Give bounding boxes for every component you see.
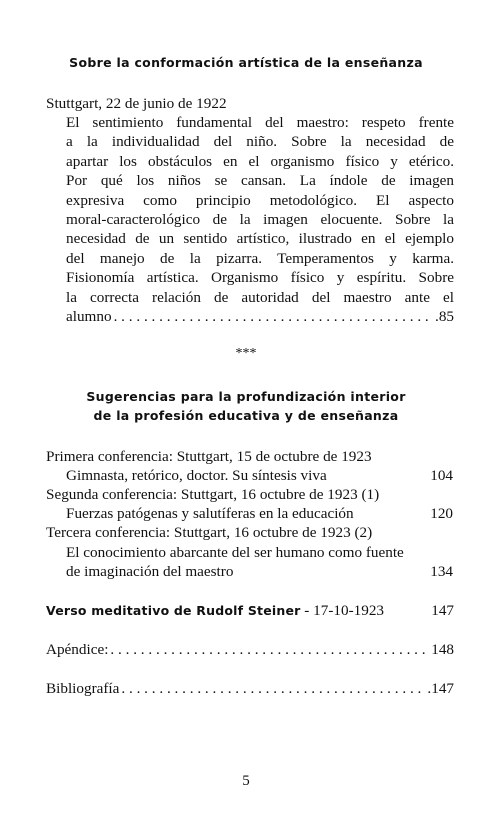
dot-leader [110, 640, 429, 659]
verse-label [46, 601, 384, 620]
place-date: Stuttgart, 22 de junio de 1922 [46, 95, 227, 112]
lecture-subentry [66, 504, 453, 523]
section-heading-line2: de la profesión educativa y de enseñanza [93, 408, 399, 423]
section-heading-artistic: Sobre la conformación artística de la enseñanza [69, 55, 423, 70]
appendix-label: Apéndice: [46, 641, 109, 658]
lecture-subtitle: de imaginación del maestro [66, 563, 234, 580]
summary-line: a la individualidad del niño. Sobre la necesidad de [66, 133, 454, 151]
summary-line: Por qué los niños se cansan. La índole de imagen [66, 172, 454, 190]
section-separator: *** [235, 346, 257, 361]
lecture-subtitle: Gimnasta, retórico, doctor. Su síntesis viva [66, 467, 327, 484]
lecture-subtitle: Fuerzas patógenas y salutíferas en la educación [66, 505, 354, 522]
summary-line: la correcta relación de autoridad del maestro ante el [66, 288, 454, 306]
page-number: .85 [435, 308, 454, 325]
verse-date: - 17-10-1923 [300, 602, 385, 619]
summary-line: apartar los obstáculos en el organismo físico y etérico. [66, 152, 454, 170]
page-number: 148 [431, 641, 454, 658]
dot-leader [121, 679, 425, 698]
dot-leader [114, 307, 433, 326]
summary-line: Fisionomía artística. Organismo físico y espíritu. Sobre [66, 269, 454, 287]
lecture-title: Primera conferencia: Stuttgart, 15 de octubre de 1923 [46, 448, 372, 465]
summary-line: moral-caracterológico de la imagen elocuente. Sobre la [66, 210, 454, 228]
page-number: 120 [430, 505, 453, 522]
leader-label: alumno [66, 308, 112, 325]
page-number: 147 [431, 602, 454, 619]
bibliography-entry [46, 679, 454, 698]
page-number: 104 [430, 467, 453, 484]
summary-line: expresiva como principio metodológico. El aspecto [66, 191, 454, 209]
page-number: .147 [427, 680, 454, 697]
appendix-entry [46, 640, 454, 659]
page-number: 134 [430, 563, 453, 580]
lecture-subentry [66, 466, 453, 485]
page-folio: 5 [242, 773, 250, 789]
lecture-title: Tercera conferencia: Stuttgart, 16 octubre de 1923 (2) [46, 524, 373, 541]
toc-leader-row [66, 307, 454, 326]
verse-title: Verso meditativo de Rudolf Steiner [46, 603, 301, 618]
section-heading-line1: Sugerencias para la profundización interior [86, 389, 406, 404]
lecture-subtitle: El conocimiento abarcante del ser humano como fuente [66, 544, 404, 561]
summary-line: necesidad de un sentido artístico, ilustrado en el ejemplo [66, 230, 454, 248]
section-summary [66, 113, 454, 307]
summary-line: del manejo de la pizarra. Temperamentos y karma. [66, 249, 454, 267]
verse-entry [46, 601, 454, 620]
summary-line: El sentimiento fundamental del maestro: respeto frente [66, 114, 454, 131]
lecture-title: Segunda conferencia: Stuttgart, 16 octubre de 1923 (1) [46, 486, 380, 503]
lecture-subentry [66, 562, 453, 581]
bibliography-label: Bibliografía [46, 680, 120, 697]
